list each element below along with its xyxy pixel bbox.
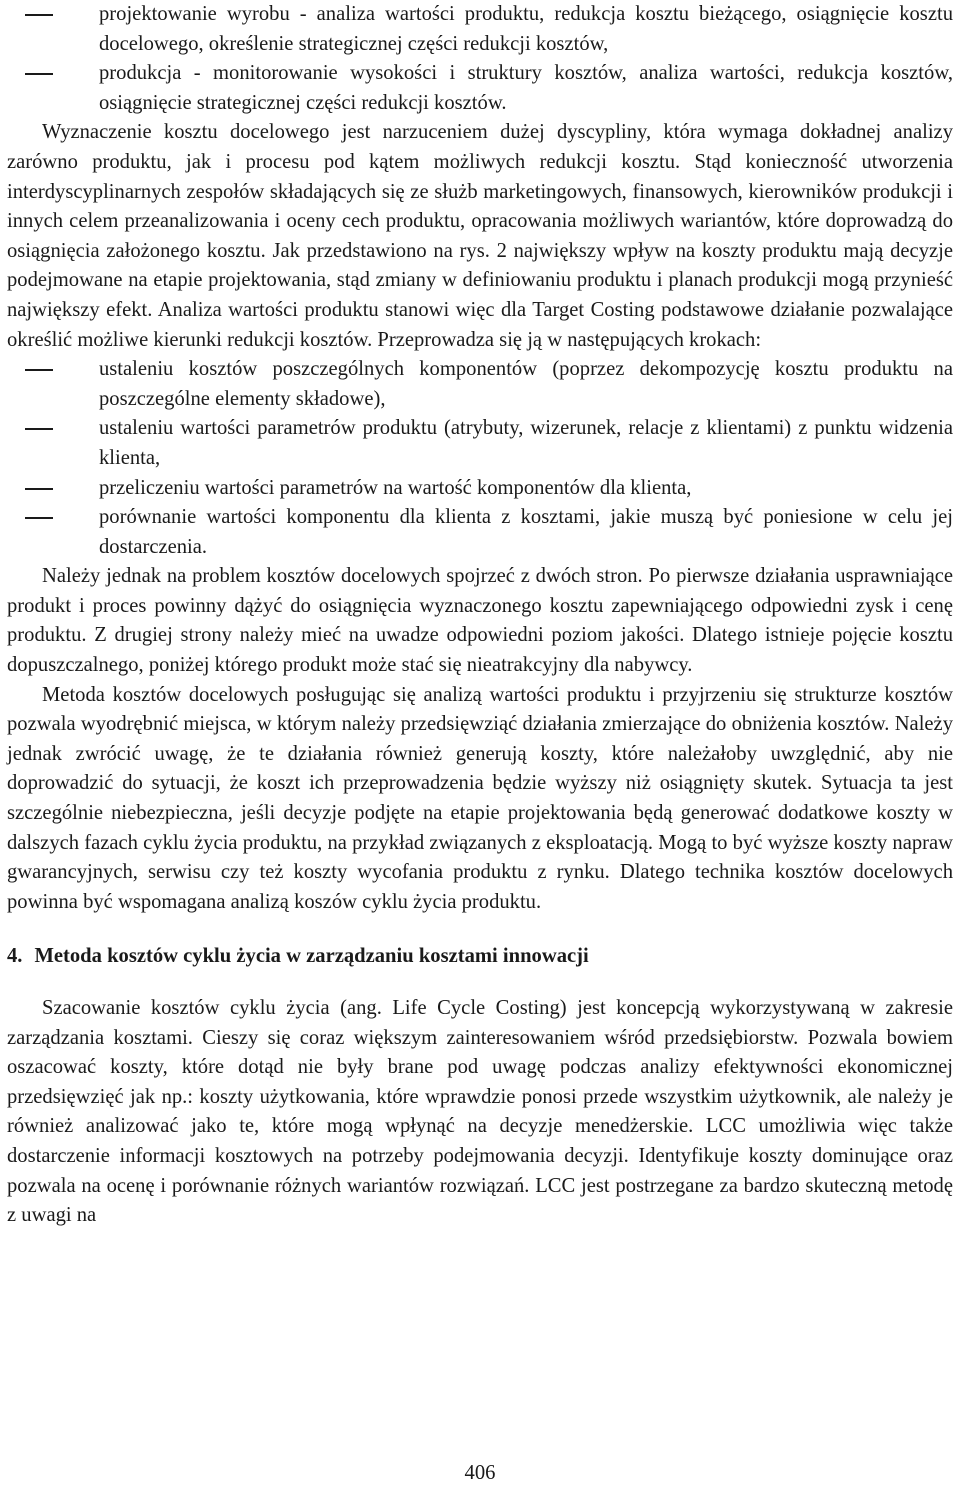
dash-bullet	[25, 428, 53, 430]
paragraph: Należy jednak na problem kosztów docelowych spojrzeć z dwóch stron. Po pierwsze działania usprawniające produkt i proces powinny dążyć do osiągnięcia wyznaczonego kosztu zapewniającego odpowiedni zysk i cenę produktu. Z drugiej strony należy mieć na uwadze odpowiedni poziom jakości. Dlatego istnieje pojęcie kosztu dopuszczalnego, poniżej którego produkt może stać się nieatrakcyjny dla nabywcy.	[7, 565, 953, 677]
section-title: Metoda kosztów cyklu życia w zarządzaniu kosztami innowacji	[34, 945, 589, 968]
dash-bullet	[25, 369, 53, 371]
dash-bullet	[25, 73, 53, 75]
dash-bullet	[25, 517, 53, 519]
list-item	[7, 503, 953, 562]
list-item	[7, 414, 953, 473]
paragraph: Wyznaczenie kosztu docelowego jest narzuceniem dużej dyscypliny, która wymaga dokładnej analizy zarówno produktu, jak i procesu pod kątem możliwych redukcji kosztu. Stąd konieczność utworzenia interdyscyplinarnych zespołów składających się ze służb marketingowych, finansowych, kierowników produkcji i innych celem przeanalizowania i oceny cech produktu, opracowania możliwych wariantów, które doprowadzą do osiągnięcia założonego kosztu. Jak przedstawiono na rys. 2 największy wpływ na koszty produktu mają decyzje podejmowane na etapie projektowania, stąd zmiany w definiowaniu produktu i planach produkcji mogą przynieść największy efekt. Analiza wartości produktu stanowi więc dla Target Costing podstawowe działanie pozwalające określić możliwe kierunki redukcji kosztów. Przeprowadza się ją w następujących krokach:	[7, 121, 953, 351]
list-item-text: porównanie wartości komponentu dla klienta z kosztami, jakie muszą być poniesione w celu jej dostarczenia.	[99, 506, 953, 558]
list-item-text: projektowanie wyrobu - analiza wartości produktu, redukcja kosztu bieżącego, osiągnięcie kosztu docelowego, określenie strategicznej części redukcji kosztów,	[99, 3, 953, 55]
section-heading	[7, 942, 953, 972]
list-item	[7, 59, 953, 118]
list-item-text: przeliczeniu wartości parametrów na wartość komponentów dla klienta,	[99, 476, 692, 499]
list-item	[7, 0, 953, 59]
paragraph: Metoda kosztów docelowych posługując się analizą wartości produktu i przyjrzeniu się strukturze kosztów pozwala wyodrębnić miejsca, w którym należy przedsięwziąć działania zmierzające do obniżenia kosztów. Należy jednak zwrócić uwagę, że te działania również generują koszty, które należałoby uwzględnić, aby nie doprowadzić do sytuacji, że koszt ich przeprowadzenia będzie wyższy niż osiągnięty skutek. Sytuacja ta jest szczególnie niebezpieczna, jeśli decyzje podjęte na etapie projektowania będą generować dodatkowe koszty w dalszych fazach cyklu życia produktu, na przykład związanych z eksploatacją. Mogą to być wyższe koszty napraw gwarancyjnych, serwisu czy też koszty wycofania produktu z rynku. Dlatego technika kosztów docelowych powinna być wspomagana analizą koszów cyklu życia produktu.	[7, 683, 953, 913]
dash-bullet	[25, 14, 53, 16]
list-item-text: produkcja - monitorowanie wysokości i struktury kosztów, analiza wartości, redukcja kosztów, osiągnięcie strategicznej części redukcji kosztów.	[99, 62, 953, 114]
page-number: 406	[464, 1462, 496, 1484]
section-number: 4.	[7, 945, 23, 968]
list-item-text: ustaleniu kosztów poszczególnych komponentów (poprzez dekompozycję kosztu produktu na poszczególne elementy składowe),	[99, 358, 953, 410]
list-item	[7, 474, 953, 504]
list-item-text: ustaleniu wartości parametrów produktu (atrybuty, wizerunek, relacje z klientami) z punktu widzenia klienta,	[99, 417, 953, 469]
document-page	[7, 0, 953, 1231]
paragraph: Szacowanie kosztów cyklu życia (ang. Life Cycle Costing) jest koncepcją wykorzystywaną w zakresie zarządzania kosztami. Cieszy się coraz większym zainteresowaniem wśród przedsiębiorstw. Pozwala bowiem oszacować koszty, które dotąd nie były brane pod uwagę podczas analizy efektywności ekonomicznej przedsięwzięć jak np.: koszty użytkowania, które wprawdzie ponosi przede wszystkim użytkownik, ale należy je również analizować jako te, które mogą wpłynąć na decyzje menedżerskie. LCC umożliwia więc także dostarczenie informacji kosztowych na potrzeby podejmowania decyzji. Identyfikuje koszty dominujące oraz pozwala na ocenę i porównanie różnych wariantów rozwiązań. LCC jest postrzegane za bardzo skuteczną metodę z uwagi na	[7, 997, 953, 1227]
list-item	[7, 355, 953, 414]
dash-bullet	[25, 488, 53, 490]
